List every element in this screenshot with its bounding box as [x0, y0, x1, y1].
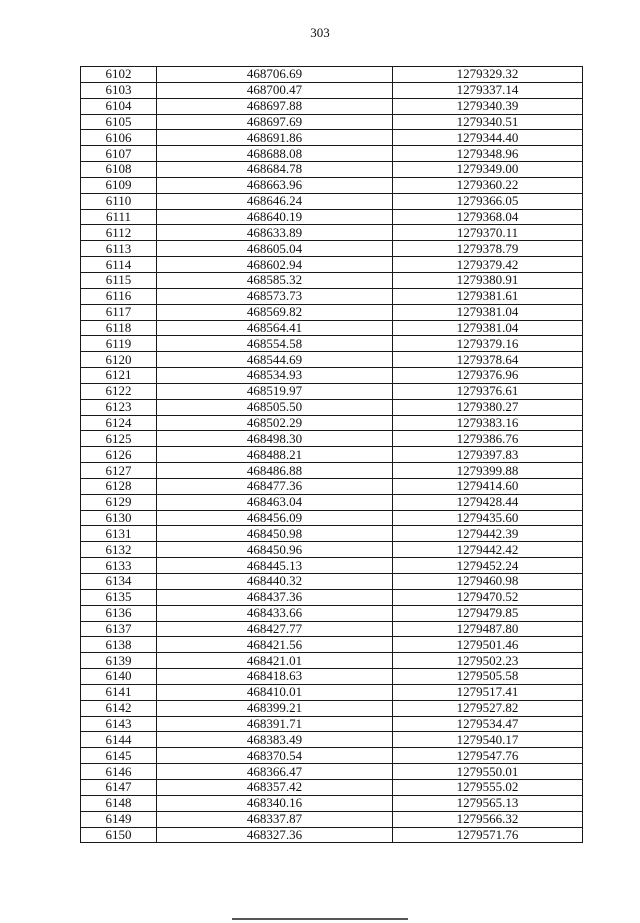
table-row: [81, 272, 583, 288]
point-number-cell: 6124: [81, 415, 157, 431]
table-row: [81, 146, 583, 162]
point-number-cell: 6137: [81, 621, 157, 637]
table-row: [81, 162, 583, 178]
point-number-cell: 6105: [81, 114, 157, 130]
table-row: [81, 257, 583, 273]
y-coordinate-cell: 1279505.58: [393, 669, 583, 685]
table-row: [81, 352, 583, 368]
point-number-cell: 6120: [81, 352, 157, 368]
x-coordinate-cell: 468418.63: [157, 669, 393, 685]
y-coordinate-cell: 1279397.83: [393, 447, 583, 463]
y-coordinate-cell: 1279366.05: [393, 193, 583, 209]
x-coordinate-cell: 468564.41: [157, 320, 393, 336]
x-coordinate-cell: 468383.49: [157, 732, 393, 748]
y-coordinate-cell: 1279435.60: [393, 510, 583, 526]
y-coordinate-cell: 1279348.96: [393, 146, 583, 162]
y-coordinate-cell: 1279399.88: [393, 463, 583, 479]
x-coordinate-cell: 468646.24: [157, 193, 393, 209]
y-coordinate-cell: 1279571.76: [393, 827, 583, 843]
point-number-cell: 6109: [81, 177, 157, 193]
x-coordinate-cell: 468445.13: [157, 558, 393, 574]
point-number-cell: 6102: [81, 67, 157, 83]
point-number-cell: 6123: [81, 399, 157, 415]
x-coordinate-cell: 468633.89: [157, 225, 393, 241]
x-coordinate-cell: 468663.96: [157, 177, 393, 193]
y-coordinate-cell: 1279428.44: [393, 494, 583, 510]
y-coordinate-cell: 1279383.16: [393, 415, 583, 431]
x-coordinate-cell: 468488.21: [157, 447, 393, 463]
x-coordinate-cell: 468706.69: [157, 67, 393, 83]
point-number-cell: 6104: [81, 98, 157, 114]
point-number-cell: 6108: [81, 162, 157, 178]
y-coordinate-cell: 1279442.42: [393, 542, 583, 558]
x-coordinate-cell: 468519.97: [157, 383, 393, 399]
x-coordinate-cell: 468427.77: [157, 621, 393, 637]
table-row: [81, 811, 583, 827]
table-row: [81, 684, 583, 700]
table-row: [81, 510, 583, 526]
table-row: [81, 748, 583, 764]
x-coordinate-cell: 468327.36: [157, 827, 393, 843]
y-coordinate-cell: 1279376.96: [393, 368, 583, 384]
x-coordinate-cell: 468437.36: [157, 589, 393, 605]
table-row: [81, 558, 583, 574]
table-row: [81, 478, 583, 494]
x-coordinate-cell: 468463.04: [157, 494, 393, 510]
table-row: [81, 447, 583, 463]
x-coordinate-cell: 468340.16: [157, 795, 393, 811]
point-number-cell: 6140: [81, 669, 157, 685]
point-number-cell: 6130: [81, 510, 157, 526]
point-number-cell: 6150: [81, 827, 157, 843]
table-row: [81, 320, 583, 336]
x-coordinate-cell: 468502.29: [157, 415, 393, 431]
x-coordinate-cell: 468421.01: [157, 653, 393, 669]
table-row: [81, 605, 583, 621]
y-coordinate-cell: 1279376.61: [393, 383, 583, 399]
y-coordinate-cell: 1279379.42: [393, 257, 583, 273]
table-row: [81, 193, 583, 209]
point-number-cell: 6135: [81, 589, 157, 605]
x-coordinate-cell: 468569.82: [157, 304, 393, 320]
x-coordinate-cell: 468450.98: [157, 526, 393, 542]
x-coordinate-cell: 468505.50: [157, 399, 393, 415]
x-coordinate-cell: 468602.94: [157, 257, 393, 273]
x-coordinate-cell: 468534.93: [157, 368, 393, 384]
y-coordinate-cell: 1279349.00: [393, 162, 583, 178]
point-number-cell: 6146: [81, 764, 157, 780]
table-row: [81, 574, 583, 590]
x-coordinate-cell: 468544.69: [157, 352, 393, 368]
y-coordinate-cell: 1279442.39: [393, 526, 583, 542]
coordinate-table-body: [81, 67, 583, 843]
x-coordinate-cell: 468700.47: [157, 82, 393, 98]
x-coordinate-cell: 468440.32: [157, 574, 393, 590]
table-row: [81, 304, 583, 320]
y-coordinate-cell: 1279344.40: [393, 130, 583, 146]
point-number-cell: 6126: [81, 447, 157, 463]
point-number-cell: 6106: [81, 130, 157, 146]
table-row: [81, 764, 583, 780]
table-row: [81, 288, 583, 304]
x-coordinate-cell: 468399.21: [157, 700, 393, 716]
point-number-cell: 6133: [81, 558, 157, 574]
point-number-cell: 6139: [81, 653, 157, 669]
x-coordinate-cell: 468585.32: [157, 272, 393, 288]
y-coordinate-cell: 1279547.76: [393, 748, 583, 764]
x-coordinate-cell: 468366.47: [157, 764, 393, 780]
point-number-cell: 6127: [81, 463, 157, 479]
table-row: [81, 368, 583, 384]
table-row: [81, 494, 583, 510]
x-coordinate-cell: 468684.78: [157, 162, 393, 178]
x-coordinate-cell: 468456.09: [157, 510, 393, 526]
point-number-cell: 6143: [81, 716, 157, 732]
y-coordinate-cell: 1279414.60: [393, 478, 583, 494]
y-coordinate-cell: 1279340.51: [393, 114, 583, 130]
y-coordinate-cell: 1279565.13: [393, 795, 583, 811]
y-coordinate-cell: 1279452.24: [393, 558, 583, 574]
x-coordinate-cell: 468697.88: [157, 98, 393, 114]
bottom-edge-line: [232, 918, 408, 920]
table-row: [81, 779, 583, 795]
y-coordinate-cell: 1279566.32: [393, 811, 583, 827]
y-coordinate-cell: 1279534.47: [393, 716, 583, 732]
table-row: [81, 542, 583, 558]
table-row: [81, 732, 583, 748]
y-coordinate-cell: 1279380.27: [393, 399, 583, 415]
y-coordinate-cell: 1279381.61: [393, 288, 583, 304]
point-number-cell: 6119: [81, 336, 157, 352]
y-coordinate-cell: 1279329.32: [393, 67, 583, 83]
point-number-cell: 6132: [81, 542, 157, 558]
x-coordinate-cell: 468450.96: [157, 542, 393, 558]
table-row: [81, 209, 583, 225]
table-row: [81, 114, 583, 130]
point-number-cell: 6148: [81, 795, 157, 811]
y-coordinate-cell: 1279380.91: [393, 272, 583, 288]
y-coordinate-cell: 1279360.22: [393, 177, 583, 193]
y-coordinate-cell: 1279386.76: [393, 431, 583, 447]
y-coordinate-cell: 1279381.04: [393, 320, 583, 336]
point-number-cell: 6131: [81, 526, 157, 542]
table-row: [81, 241, 583, 257]
y-coordinate-cell: 1279379.16: [393, 336, 583, 352]
table-row: [81, 637, 583, 653]
point-number-cell: 6145: [81, 748, 157, 764]
y-coordinate-cell: 1279368.04: [393, 209, 583, 225]
y-coordinate-cell: 1279517.41: [393, 684, 583, 700]
x-coordinate-cell: 468605.04: [157, 241, 393, 257]
x-coordinate-cell: 468421.56: [157, 637, 393, 653]
point-number-cell: 6144: [81, 732, 157, 748]
table-row: [81, 431, 583, 447]
y-coordinate-cell: 1279487.80: [393, 621, 583, 637]
table-row: [81, 82, 583, 98]
table-row: [81, 795, 583, 811]
y-coordinate-cell: 1279378.64: [393, 352, 583, 368]
y-coordinate-cell: 1279470.52: [393, 589, 583, 605]
coordinate-table: [80, 66, 583, 843]
y-coordinate-cell: 1279381.04: [393, 304, 583, 320]
point-number-cell: 6147: [81, 779, 157, 795]
point-number-cell: 6118: [81, 320, 157, 336]
table-row: [81, 589, 583, 605]
x-coordinate-cell: 468691.86: [157, 130, 393, 146]
point-number-cell: 6142: [81, 700, 157, 716]
y-coordinate-cell: 1279555.02: [393, 779, 583, 795]
point-number-cell: 6122: [81, 383, 157, 399]
x-coordinate-cell: 468554.58: [157, 336, 393, 352]
point-number-cell: 6136: [81, 605, 157, 621]
x-coordinate-cell: 468573.73: [157, 288, 393, 304]
page-number: 303: [310, 25, 330, 40]
point-number-cell: 6103: [81, 82, 157, 98]
table-row: [81, 415, 583, 431]
point-number-cell: 6134: [81, 574, 157, 590]
table-row: [81, 225, 583, 241]
y-coordinate-cell: 1279378.79: [393, 241, 583, 257]
table-row: [81, 399, 583, 415]
y-coordinate-cell: 1279479.85: [393, 605, 583, 621]
point-number-cell: 6129: [81, 494, 157, 510]
x-coordinate-cell: 468498.30: [157, 431, 393, 447]
point-number-cell: 6138: [81, 637, 157, 653]
point-number-cell: 6141: [81, 684, 157, 700]
y-coordinate-cell: 1279460.98: [393, 574, 583, 590]
x-coordinate-cell: 468337.87: [157, 811, 393, 827]
table-row: [81, 716, 583, 732]
point-number-cell: 6125: [81, 431, 157, 447]
point-number-cell: 6111: [81, 209, 157, 225]
x-coordinate-cell: 468433.66: [157, 605, 393, 621]
x-coordinate-cell: 468697.69: [157, 114, 393, 130]
table-row: [81, 98, 583, 114]
table-row: [81, 383, 583, 399]
table-row: [81, 67, 583, 83]
point-number-cell: 6110: [81, 193, 157, 209]
table-row: [81, 700, 583, 716]
x-coordinate-cell: 468477.36: [157, 478, 393, 494]
table-row: [81, 336, 583, 352]
y-coordinate-cell: 1279370.11: [393, 225, 583, 241]
x-coordinate-cell: 468486.88: [157, 463, 393, 479]
point-number-cell: 6128: [81, 478, 157, 494]
y-coordinate-cell: 1279540.17: [393, 732, 583, 748]
point-number-cell: 6114: [81, 257, 157, 273]
table-row: [81, 526, 583, 542]
table-row: [81, 621, 583, 637]
y-coordinate-cell: 1279340.39: [393, 98, 583, 114]
y-coordinate-cell: 1279527.82: [393, 700, 583, 716]
table-row: [81, 669, 583, 685]
table-row: [81, 177, 583, 193]
x-coordinate-cell: 468370.54: [157, 748, 393, 764]
table-row: [81, 653, 583, 669]
point-number-cell: 6116: [81, 288, 157, 304]
point-number-cell: 6113: [81, 241, 157, 257]
point-number-cell: 6121: [81, 368, 157, 384]
x-coordinate-cell: 468357.42: [157, 779, 393, 795]
point-number-cell: 6107: [81, 146, 157, 162]
table-row: [81, 827, 583, 843]
point-number-cell: 6115: [81, 272, 157, 288]
point-number-cell: 6149: [81, 811, 157, 827]
y-coordinate-cell: 1279550.01: [393, 764, 583, 780]
x-coordinate-cell: 468391.71: [157, 716, 393, 732]
x-coordinate-cell: 468410.01: [157, 684, 393, 700]
point-number-cell: 6112: [81, 225, 157, 241]
x-coordinate-cell: 468688.08: [157, 146, 393, 162]
x-coordinate-cell: 468640.19: [157, 209, 393, 225]
table-row: [81, 130, 583, 146]
table-row: [81, 463, 583, 479]
y-coordinate-cell: 1279502.23: [393, 653, 583, 669]
y-coordinate-cell: 1279337.14: [393, 82, 583, 98]
y-coordinate-cell: 1279501.46: [393, 637, 583, 653]
point-number-cell: 6117: [81, 304, 157, 320]
